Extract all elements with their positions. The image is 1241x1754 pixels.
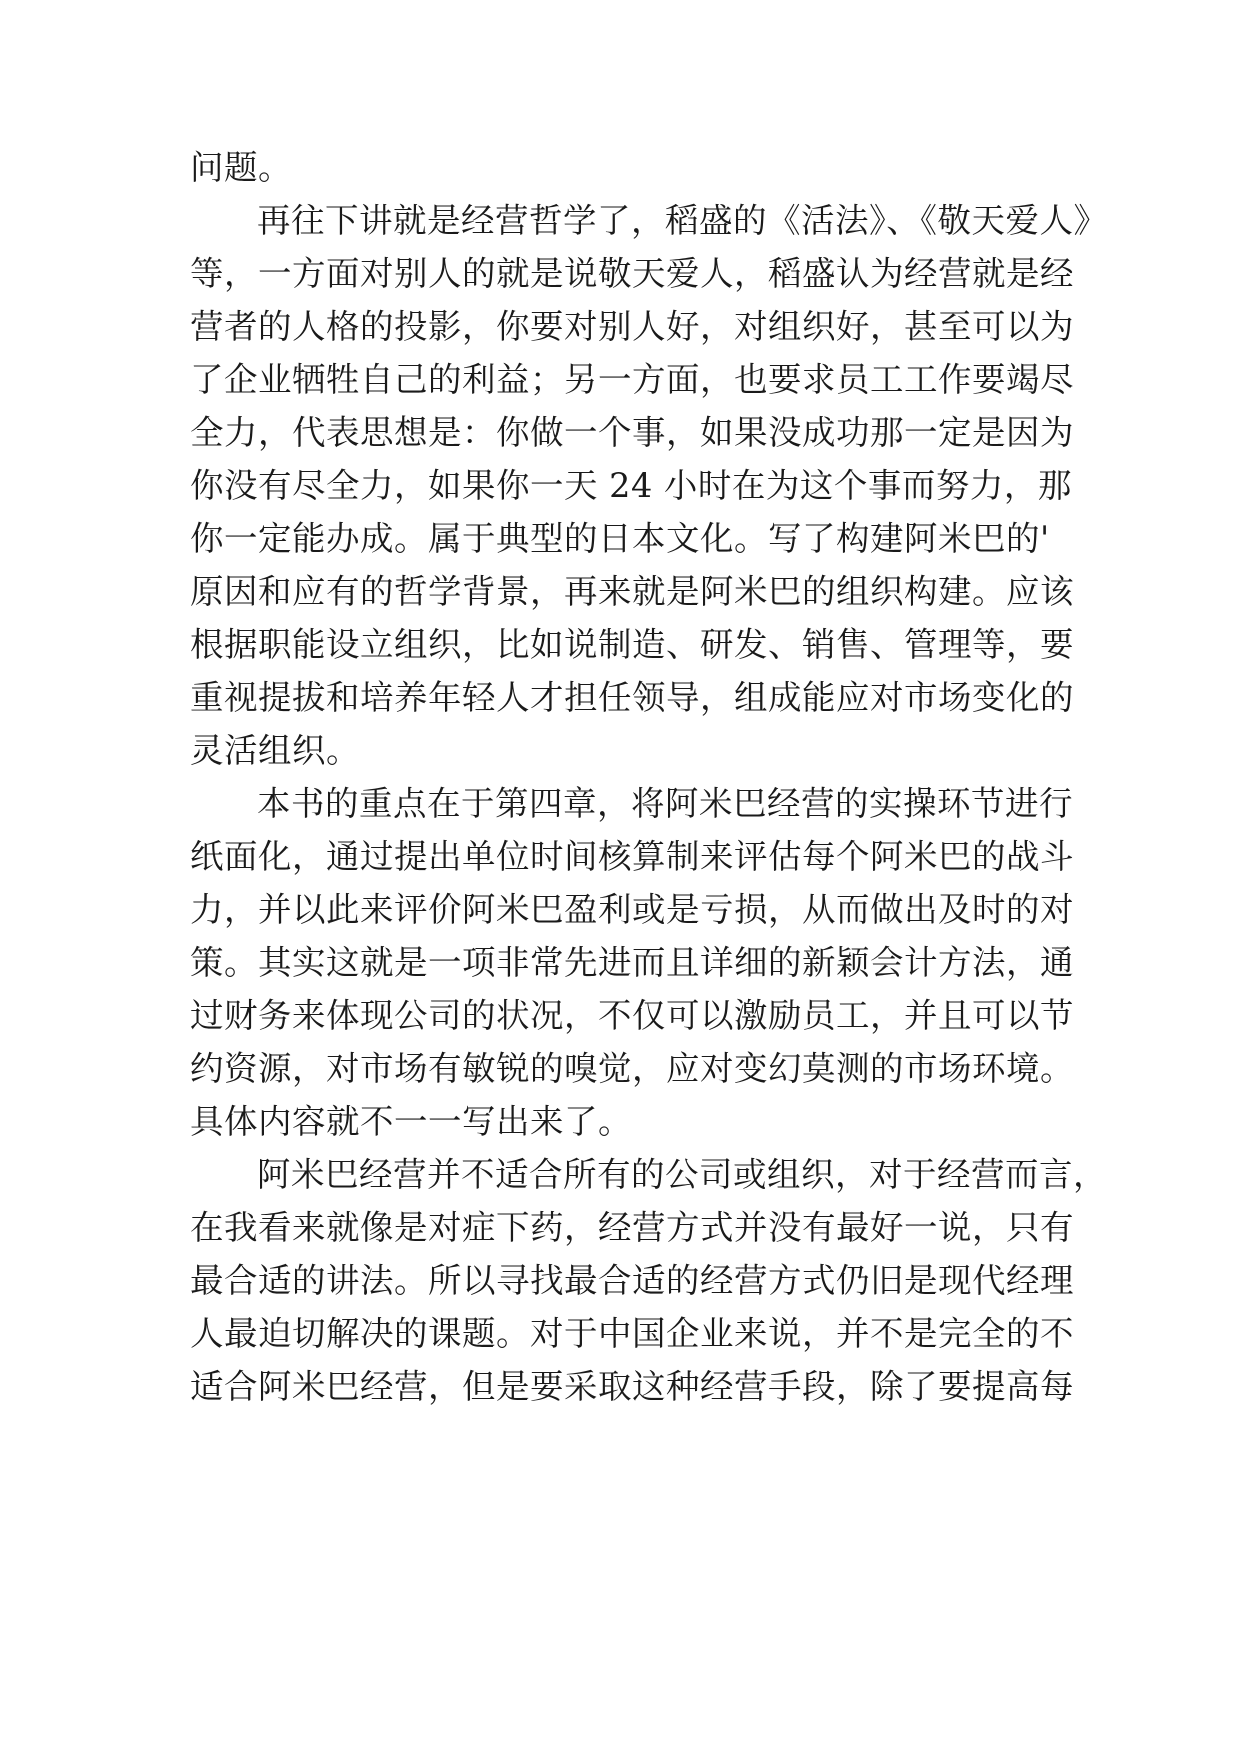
text-line: 约资源，对市场有敏锐的嗅觉，应对变幻莫测的市场环境。 — [190, 1049, 1074, 1088]
text-line: 你没有尽全力，如果你一天 24 小时在为这个事而努力，那 — [190, 466, 1072, 505]
text-line: 具体内容就不一一写出来了。 — [190, 1102, 632, 1141]
text-line: 问题。 — [190, 148, 292, 187]
text-line: 原因和应有的哲学背景，再来就是阿米巴的组织构建。应该 — [190, 572, 1074, 611]
text-line: 灵活组织。 — [190, 731, 360, 770]
text-line: 全力，代表思想是：你做一个事，如果没成功那一定是因为 — [190, 413, 1074, 452]
text-line: 等，一方面对别人的就是说敬天爱人，稻盛认为经营就是经 — [190, 254, 1074, 293]
text-line: 人最迫切解决的课题。对于中国企业来说，并不是完全的不 — [190, 1314, 1074, 1353]
text-line: 过财务来体现公司的状况，不仅可以激励员工，并且可以节 — [190, 996, 1074, 1035]
paragraph-first-line: 再往下讲就是经营哲学了，稻盛的《活法》、《敬天爱人》 — [257, 201, 1108, 240]
text-line: 你一定能办成。属于典型的日本文化。写了构建阿米巴的' — [190, 519, 1050, 558]
text-line: 最合适的讲法。所以寻找最合适的经营方式仍旧是现代经理 — [190, 1261, 1074, 1300]
text-line: 策。其实这就是一项非常先进而且详细的新颖会计方法，通 — [190, 943, 1074, 982]
paragraph-first-line: 本书的重点在于第四章，将阿米巴经营的实操环节进行 — [257, 784, 1073, 823]
text-line: 营者的人格的投影，你要对别人好，对组织好，甚至可以为 — [190, 307, 1074, 346]
text-line: 了企业牺牲自己的利益；另一方面，也要求员工工作要竭尽 — [190, 360, 1074, 399]
paragraph-first-line: 阿米巴经营并不适合所有的公司或组织，对于经营而言， — [257, 1155, 1107, 1194]
text-line: 纸面化，通过提出单位时间核算制来评估每个阿米巴的战斗 — [190, 837, 1074, 876]
text-line: 根据职能设立组织，比如说制造、研发、销售、管理等，要 — [190, 625, 1074, 664]
text-line: 适合阿米巴经营，但是要采取这种经营手段，除了要提高每 — [190, 1367, 1074, 1406]
text-line: 重视提拔和培养年轻人才担任领导，组成能应对市场变化的 — [190, 678, 1074, 717]
text-line: 力，并以此来评价阿米巴盈利或是亏损，从而做出及时的对 — [190, 890, 1074, 929]
text-line: 在我看来就像是对症下药，经营方式并没有最好一说，只有 — [190, 1208, 1074, 1247]
